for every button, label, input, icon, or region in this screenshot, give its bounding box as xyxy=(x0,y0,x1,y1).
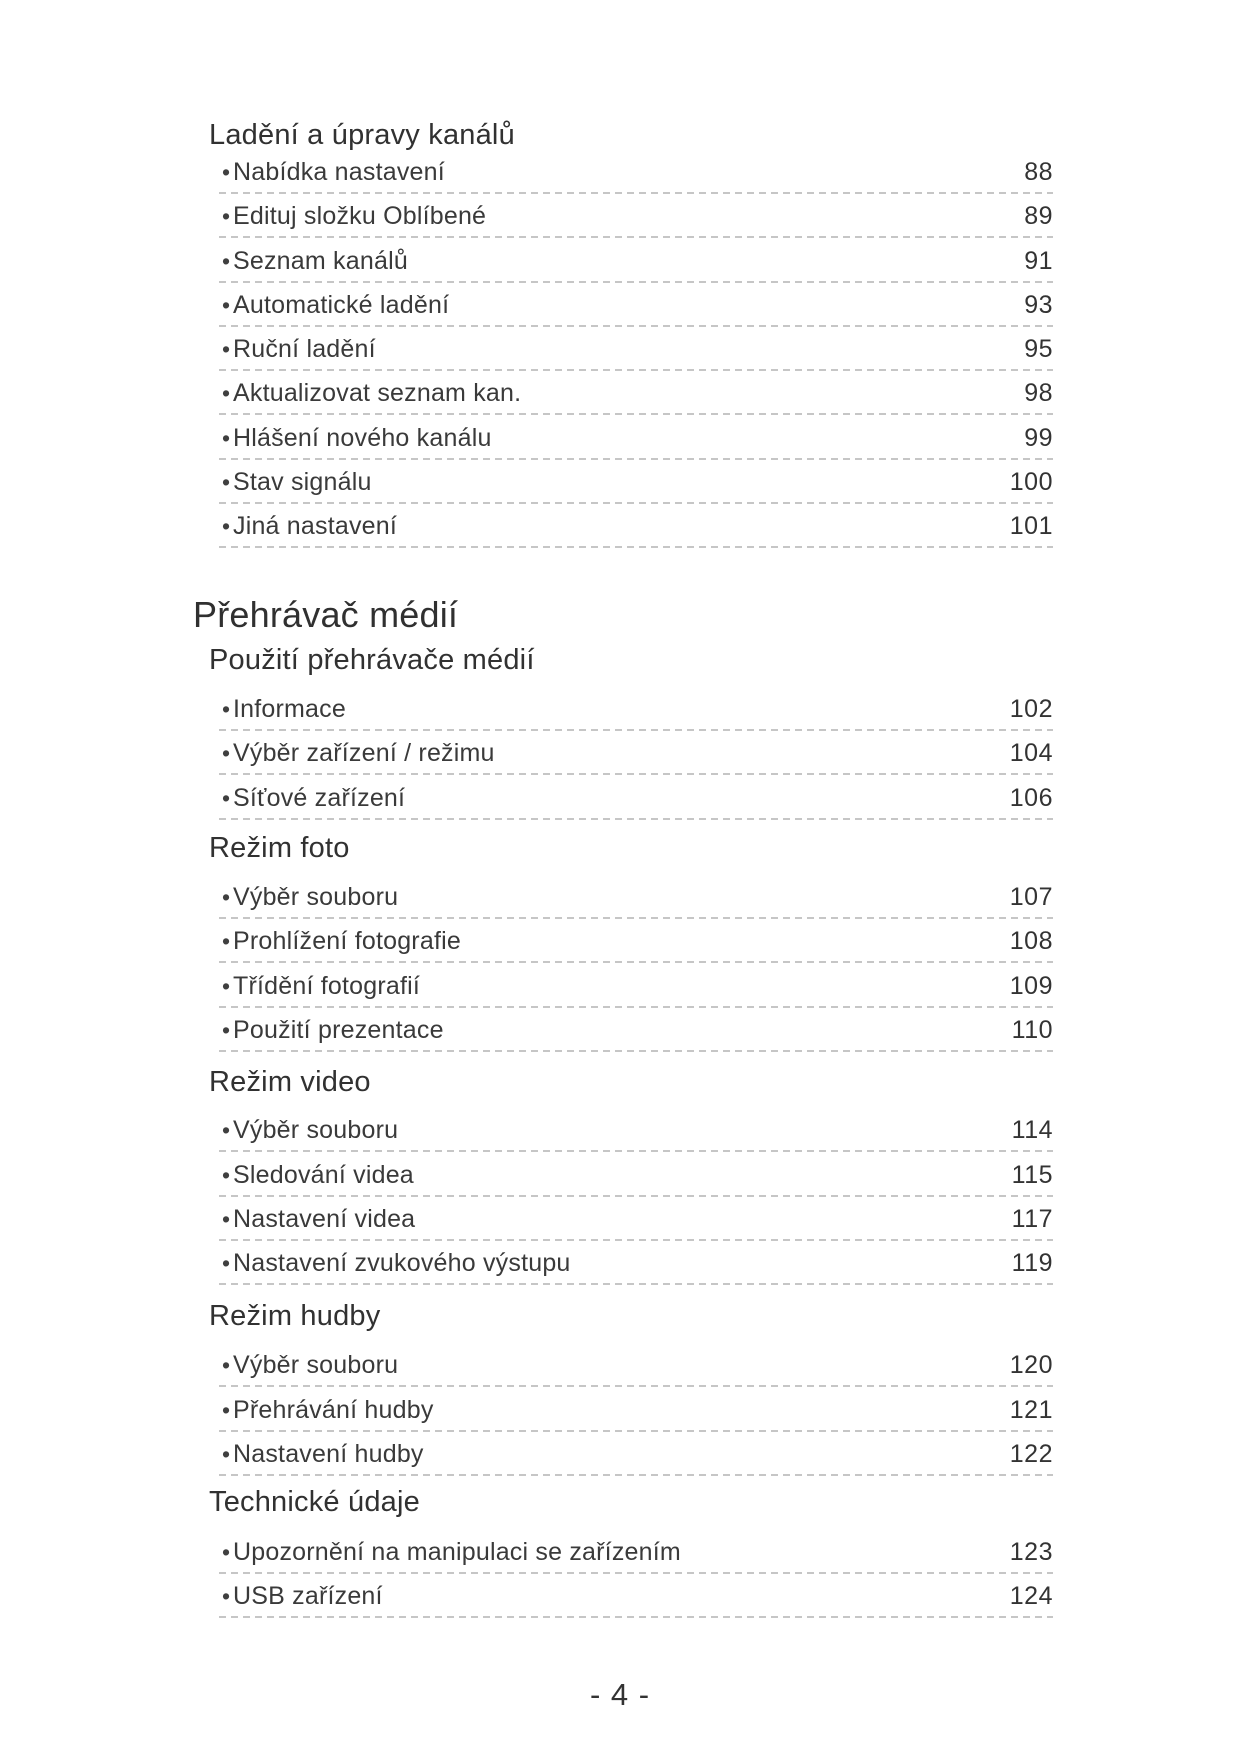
dashed-leader xyxy=(219,729,1053,731)
toc-entry-row xyxy=(209,1346,1053,1385)
bullet-icon: • xyxy=(222,1016,231,1043)
toc-entry[interactable] xyxy=(209,286,1053,330)
toc-entry[interactable] xyxy=(209,374,1053,418)
toc-entry-page: 106 xyxy=(1009,783,1053,812)
toc-entry[interactable] xyxy=(209,1200,1053,1244)
toc-entry[interactable] xyxy=(209,967,1053,1011)
bullet-icon: • xyxy=(222,1352,231,1379)
dashed-leader xyxy=(219,1195,1053,1197)
toc-entry-label: Ruční ladění xyxy=(233,335,376,364)
toc-entry[interactable] xyxy=(209,690,1053,734)
dashed-leader xyxy=(219,1050,1053,1052)
page-number-footer: - 4 - xyxy=(589,1677,651,1712)
toc-entry[interactable] xyxy=(209,1577,1053,1621)
toc-entry[interactable] xyxy=(209,1435,1053,1479)
dashed-leader xyxy=(219,369,1053,371)
bullet-icon: • xyxy=(222,696,231,723)
toc-entry-row xyxy=(209,1533,1053,1572)
toc-section-title: Technické údaje xyxy=(209,1485,420,1518)
toc-entry[interactable] xyxy=(209,922,1053,966)
dashed-leader xyxy=(219,818,1053,820)
toc-entry-row xyxy=(209,330,1053,369)
toc-entry-label: Informace xyxy=(233,695,346,724)
toc-entry-label: Nabídka nastavení xyxy=(233,158,445,186)
bullet-icon: • xyxy=(222,884,231,911)
toc-entry-page: 102 xyxy=(1009,695,1053,724)
toc-entry-row xyxy=(209,779,1053,818)
toc-entry-row xyxy=(209,1200,1053,1239)
toc-entry-row xyxy=(209,153,1053,192)
toc-section-title: Ladění a úpravy kanálů xyxy=(209,119,515,151)
toc-entry[interactable] xyxy=(209,1244,1053,1288)
toc-entry[interactable] xyxy=(209,1346,1053,1390)
toc-entry[interactable] xyxy=(209,419,1053,463)
toc-item-list xyxy=(209,690,1053,823)
toc-entry-page: 117 xyxy=(1011,1204,1053,1233)
toc-entry-label: Výběr souboru xyxy=(233,1116,399,1145)
dashed-leader xyxy=(219,961,1053,963)
toc-block xyxy=(209,121,1053,552)
toc-entry-page: 120 xyxy=(1009,1351,1053,1380)
toc-entry-row xyxy=(209,1111,1053,1150)
toc-entry-page: 108 xyxy=(1009,927,1053,956)
toc-entry-page: 124 xyxy=(1009,1582,1053,1611)
toc-entry-label: Jiná nastavení xyxy=(233,512,398,541)
toc-entry-row xyxy=(209,463,1053,502)
toc-entry-label: Upozornění na manipulaci se zařízením xyxy=(233,1537,681,1566)
bullet-icon: • xyxy=(222,1117,231,1144)
toc-item-list xyxy=(209,1533,1053,1622)
toc-entry[interactable] xyxy=(209,197,1053,241)
toc-entry-row xyxy=(209,419,1053,458)
toc-entry-label: Edituj složku Oblíbené xyxy=(233,202,487,231)
dashed-leader xyxy=(219,1283,1053,1285)
dashed-leader xyxy=(219,413,1053,415)
bullet-icon: • xyxy=(222,380,231,407)
toc-entry[interactable] xyxy=(209,1111,1053,1155)
toc-entry-row xyxy=(209,507,1053,546)
toc-item-list xyxy=(209,1111,1053,1288)
toc-item-list xyxy=(209,878,1053,1055)
toc-entry-label: Prohlížení fotografie xyxy=(233,927,461,956)
toc-block xyxy=(209,643,1053,823)
toc-entry-row xyxy=(209,1391,1053,1430)
dashed-leader xyxy=(219,1430,1053,1432)
toc-entry[interactable] xyxy=(209,463,1053,507)
toc-entry[interactable] xyxy=(209,1391,1053,1435)
bullet-icon: • xyxy=(222,336,231,363)
toc-entry[interactable] xyxy=(209,878,1053,922)
toc-entry-row xyxy=(209,1435,1053,1474)
toc-entry-row xyxy=(209,242,1053,281)
toc-entry-page: 110 xyxy=(1011,1015,1053,1044)
bullet-icon: • xyxy=(222,740,231,767)
bullet-icon: • xyxy=(222,1250,231,1277)
toc-entry[interactable] xyxy=(209,779,1053,823)
toc-entry-label: Seznam kanálů xyxy=(233,246,408,275)
toc-entry-row xyxy=(209,1577,1053,1616)
toc-block xyxy=(193,593,1053,635)
bullet-icon: • xyxy=(222,1396,231,1423)
toc-entry-page: 122 xyxy=(1009,1440,1053,1469)
toc-entry-row xyxy=(209,1156,1053,1195)
toc-part-title: Přehrávač médií xyxy=(193,593,459,635)
toc-entry[interactable] xyxy=(209,507,1053,551)
dashed-leader xyxy=(219,1385,1053,1387)
toc-entry-page: 119 xyxy=(1011,1249,1053,1278)
dashed-leader xyxy=(219,192,1053,194)
dashed-leader xyxy=(219,773,1053,775)
bullet-icon: • xyxy=(222,513,231,540)
toc-entry-label: Výběr souboru xyxy=(233,1351,399,1380)
bullet-icon: • xyxy=(222,203,231,230)
toc-entry-page: 104 xyxy=(1009,739,1053,768)
toc-entry-row xyxy=(209,967,1053,1006)
toc-entry-page: 101 xyxy=(1009,512,1053,541)
toc-entry-label: Nastavení videa xyxy=(233,1204,416,1233)
bullet-icon: • xyxy=(222,1205,231,1232)
toc-entry-label: USB zařízení xyxy=(233,1582,383,1611)
dashed-leader xyxy=(219,1474,1053,1476)
dashed-leader xyxy=(219,1616,1053,1618)
toc-entry-label: Použití prezentace xyxy=(233,1015,444,1044)
toc-section-title: Režim hudby xyxy=(209,1299,381,1332)
toc-content xyxy=(193,0,1053,1621)
toc-entry-page: 109 xyxy=(1009,971,1053,1000)
toc-entry-row xyxy=(209,286,1053,325)
dashed-leader xyxy=(219,546,1053,548)
toc-entry-row xyxy=(209,690,1053,729)
toc-entry-label: Síťové zařízení xyxy=(233,783,406,812)
toc-entry-page: 123 xyxy=(1009,1537,1053,1566)
toc-entry-row xyxy=(209,734,1053,773)
bullet-icon: • xyxy=(222,1583,231,1610)
toc-entry-label: Aktualizovat seznam kan. xyxy=(233,379,522,408)
toc-item-list xyxy=(209,1346,1053,1479)
toc-entry-label: Hlášení nového kanálu xyxy=(233,423,492,452)
toc-entry-page: 93 xyxy=(1024,290,1053,319)
dashed-leader xyxy=(219,1239,1053,1241)
toc-entry-page: 88 xyxy=(1024,158,1053,186)
bullet-icon: • xyxy=(222,1538,231,1565)
bullet-icon: • xyxy=(222,1441,231,1468)
toc-section-title: Režim video xyxy=(209,1065,371,1098)
toc-entry-label: Třídění fotografií xyxy=(233,971,421,1000)
toc-entry-page: 100 xyxy=(1009,468,1053,497)
dashed-leader xyxy=(219,236,1053,238)
toc-block xyxy=(209,1065,1053,1289)
toc-entry-page: 114 xyxy=(1011,1116,1053,1145)
bullet-icon: • xyxy=(222,291,231,318)
bullet-icon: • xyxy=(222,159,231,185)
toc-entry[interactable] xyxy=(209,242,1053,286)
toc-entry-page: 95 xyxy=(1024,335,1053,364)
toc-entry-label: Automatické ladění xyxy=(233,290,450,319)
dashed-leader xyxy=(219,281,1053,283)
toc-entry-row xyxy=(209,922,1053,961)
toc-entry[interactable] xyxy=(209,734,1053,778)
toc-entry-label: Nastavení hudby xyxy=(233,1440,424,1469)
bullet-icon: • xyxy=(222,972,231,999)
toc-entry-label: Sledování videa xyxy=(233,1160,414,1189)
dashed-leader xyxy=(219,325,1053,327)
toc-entry-row xyxy=(209,1244,1053,1283)
toc-entry-row xyxy=(209,878,1053,917)
toc-entry-page: 98 xyxy=(1024,379,1053,408)
toc-entry-row xyxy=(209,1011,1053,1050)
toc-entry-page: 121 xyxy=(1009,1395,1053,1424)
toc-entry[interactable] xyxy=(209,153,1053,197)
bullet-icon: • xyxy=(222,247,231,274)
toc-block xyxy=(209,1299,1053,1479)
toc-entry[interactable] xyxy=(209,1156,1053,1200)
dashed-leader xyxy=(219,1572,1053,1574)
bullet-icon: • xyxy=(222,784,231,811)
dashed-leader xyxy=(219,458,1053,460)
toc-entry-label: Výběr zařízení / režimu xyxy=(233,739,495,768)
toc-entry-label: Stav signálu xyxy=(233,468,372,497)
dashed-leader xyxy=(219,502,1053,504)
toc-entry-page: 99 xyxy=(1024,423,1053,452)
toc-entry-label: Přehrávání hudby xyxy=(233,1395,434,1424)
toc-entry-row xyxy=(209,374,1053,413)
toc-entry[interactable] xyxy=(209,1533,1053,1577)
toc-section-title: Použití přehrávače médií xyxy=(209,643,535,676)
dashed-leader xyxy=(219,1150,1053,1152)
toc-block xyxy=(209,831,1053,1056)
toc-entry-row xyxy=(209,197,1053,236)
bullet-icon: • xyxy=(222,469,231,496)
toc-entry-page: 107 xyxy=(1009,883,1053,912)
dashed-leader xyxy=(219,917,1053,919)
bullet-icon: • xyxy=(222,928,231,955)
toc-entry[interactable] xyxy=(209,1011,1053,1055)
toc-section-title: Režim foto xyxy=(209,831,350,864)
bullet-icon: • xyxy=(222,424,231,451)
toc-entry-page: 115 xyxy=(1011,1160,1053,1189)
toc-block xyxy=(209,1485,1053,1622)
toc-entry[interactable] xyxy=(209,330,1053,374)
toc-entry-label: Nastavení zvukového výstupu xyxy=(233,1249,571,1278)
toc-entry-page: 89 xyxy=(1024,202,1053,231)
bullet-icon: • xyxy=(222,1161,231,1188)
toc-item-list xyxy=(209,153,1053,552)
toc-entry-page: 91 xyxy=(1024,246,1053,275)
dashed-leader xyxy=(219,1006,1053,1008)
toc-entry-label: Výběr souboru xyxy=(233,883,399,912)
